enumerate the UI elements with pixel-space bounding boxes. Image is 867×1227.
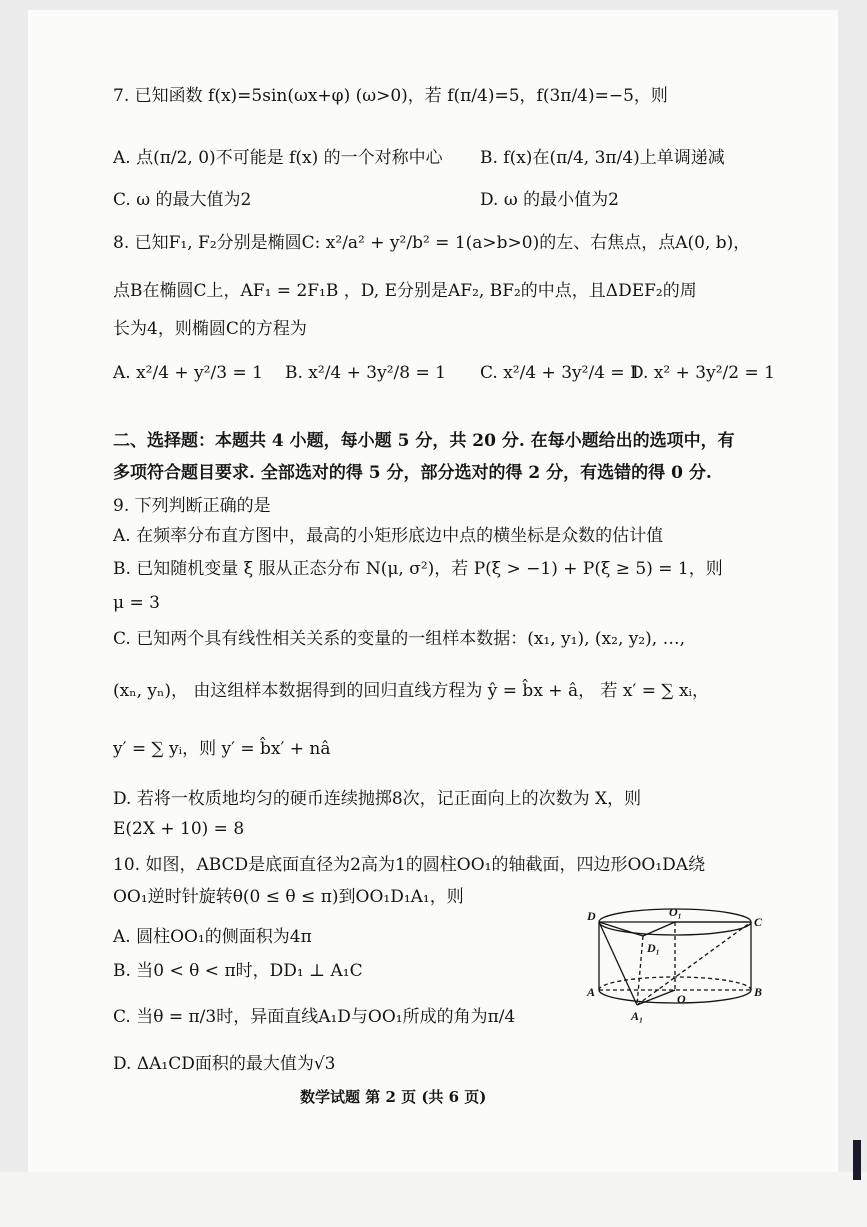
label-d1: D₁ <box>647 941 660 955</box>
segment-dd1 <box>599 922 643 936</box>
q8-option-c: C. x²/4 + 3y²/4 = 1 <box>480 363 641 383</box>
q10-option-a: A. 圆柱OO₁的侧面积为4π <box>113 927 312 947</box>
q9-option-b-line1: B. 已知随机变量 ξ 服从正态分布 N(μ, σ²)，若 P(ξ > −1) + P(ξ ≥ 5) = 1，则 <box>113 559 723 579</box>
q10-stem-line2: OO₁逆时针旋转θ(0 ≤ θ ≤ π)到OO₁D₁A₁，则 <box>113 887 464 907</box>
q8-stem-line3: 长为4，则椭圆C的方程为 <box>113 319 307 339</box>
q9-stem: 9. 下列判断正确的是 <box>113 496 271 516</box>
q7-option-a: A. 点(π/2, 0)不可能是 f(x) 的一个对称中心 <box>113 148 443 168</box>
q9-option-c-line1: C. 已知两个具有线性相关关系的变量的一组样本数据：(x₁, y₁), (x₂, y₂), …, <box>113 629 686 649</box>
label-b: B <box>754 985 763 999</box>
q10-stem-line1: 10. 如图，ABCD是底面直径为2高为1的圆柱OO₁的轴截面，四边形OO₁DA绕 <box>113 855 706 875</box>
scan-edge-mark <box>853 1140 861 1180</box>
label-o1: O₁ <box>669 905 682 919</box>
label-a1: A₁ <box>631 1009 644 1023</box>
segment-da1 <box>599 922 637 1005</box>
segment-d1a1 <box>637 936 643 1005</box>
section2-heading: 二、选择题：本题共 4 小题，每小题 5 分，共 20 分. 在每小题给出的选项中，有 <box>113 431 735 451</box>
q8-option-a: A. x²/4 + y²/3 = 1 <box>113 363 263 383</box>
q7-option-c: C. ω 的最大值为2 <box>113 190 252 210</box>
q8-stem-line1: 8. 已知F₁, F₂分别是椭圆C: x²/a² + y²/b² = 1(a>b>0)的左、右焦点，点A(0, b)， <box>113 233 751 253</box>
q10-option-b: B. 当0 < θ < π时，DD₁ ⊥ A₁C <box>113 961 363 981</box>
q9-option-b-line2: μ = 3 <box>113 593 160 613</box>
bottom-ellipse-front <box>599 990 751 1003</box>
section2-instructions: 多项符合题目要求. 全部选对的得 5 分，部分选对的得 2 分，有选错的得 0 分. <box>113 463 712 483</box>
q9-option-a: A. 在频率分布直方图中，最高的小矩形底边中点的横坐标是众数的估计值 <box>113 526 664 546</box>
q9-option-c-line3: y′ = ∑ yᵢ，则 y′ = b̂x′ + nâ <box>113 739 331 759</box>
q7-option-b: B. f(x)在(π/4, 3π/4)上单调递减 <box>480 148 725 168</box>
q8-option-b: B. x²/4 + 3y²/8 = 1 <box>285 363 446 383</box>
segment-d1o1 <box>643 922 675 936</box>
label-a: A <box>587 985 596 999</box>
q7-option-d: D. ω 的最小值为2 <box>480 190 619 210</box>
cylinder-figure <box>585 900 770 1035</box>
label-d: D <box>587 909 596 923</box>
scan-margin <box>0 1172 867 1227</box>
q10-option-c: C. 当θ = π/3时，异面直线A₁D与OO₁所成的角为π/4 <box>113 1007 516 1027</box>
q9-option-c-line2: (xₙ, yₙ)， 由这组样本数据得到的回归直线方程为 ŷ = b̂x + â， 若 x′ = ∑ xᵢ， <box>113 681 709 701</box>
q7-stem: 7. 已知函数 f(x)=5sin(ωx+φ) (ω>0)，若 f(π/4)=5，f(3π/4)=−5，则 <box>113 86 668 106</box>
label-c: C <box>754 915 763 929</box>
q10-option-d: D. ΔA₁CD面积的最大值为√3 <box>113 1054 336 1074</box>
label-o: O <box>677 992 686 1006</box>
page-footer: 数学试题 第 2 页 (共 6 页) <box>300 1088 487 1106</box>
q9-option-d-line2: E(2X + 10) = 8 <box>113 819 245 839</box>
q8-stem-line2: 点B在椭圆C上，AF₁ = 2F₁B ，D, E分别是AF₂, BF₂的中点，且ΔDEF₂的周 <box>113 281 697 301</box>
q9-option-d-line1: D. 若将一枚质地均匀的硬币连续抛掷8次，记正面向上的次数为 X，则 <box>113 789 642 809</box>
q8-option-d: D. x² + 3y²/2 = 1 <box>630 363 775 383</box>
